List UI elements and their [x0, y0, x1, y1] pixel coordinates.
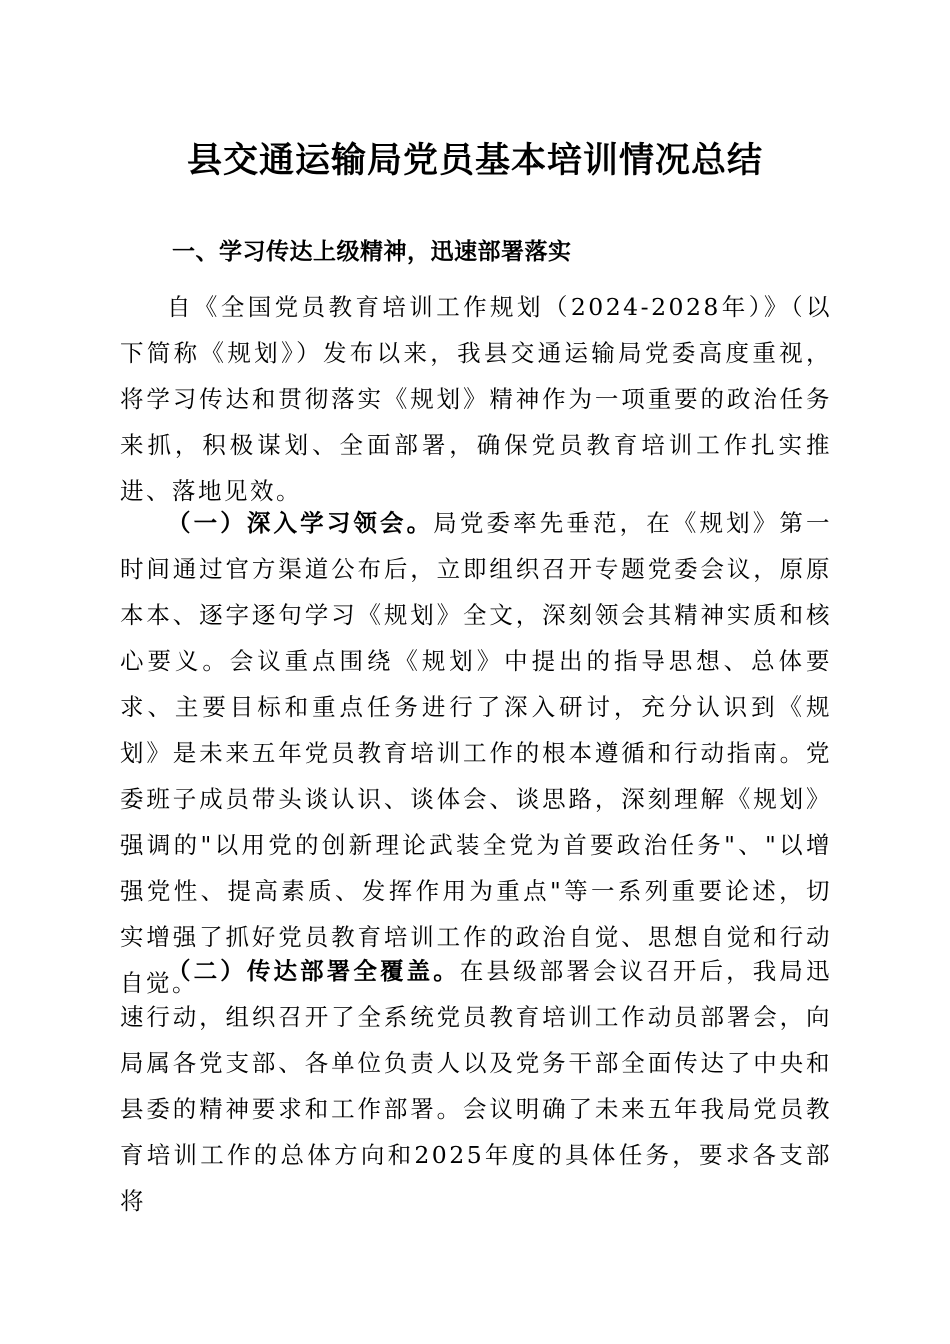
item-1-lead: （一）深入学习领会。 — [167, 509, 434, 537]
intro-paragraph: 自《全国党员教育培训工作规划（2024-2028年）》（以下简称《规划》）发布以来，我县交通运输局党委高度重视，将学习传达和贯彻落实《规划》精神作为一项重要的政治任务来抓，积极谋划、全面部署，确保党员教育培训工作扎实推进、落地见效。 — [120, 293, 832, 505]
section-heading: 一、学习传达上级精神，迅速部署落实 — [172, 239, 572, 265]
item-1-body: 局党委率先垂范，在《规划》第一时间通过官方渠道公布后，立即组织召开专题党委会议，原原本本、逐字逐句学习《规划》全文，深刻领会其精神实质和核心要义。会议重点围绕《规划》中提出的指导思想、总体要求、主要目标和重点任务进行了深入研讨，充分认识到《规划》是未来五年党员教育培训工作的根本遵循和行动指南。党委班子成员带头谈认识、谈体会、谈思路，深刻理解《规划》强调的"以用党的创新理论武装全党为首要政治任务"、"以增强党性、提高素质、发挥作用为重点"等一系列重要论述，切实增强了抓好党员教育培训工作的政治自觉、思想自觉和行动自觉。 — [120, 509, 832, 997]
item-2-lead: （二）传达部署全覆盖。 — [167, 957, 460, 985]
paragraph-item-2 — [120, 948, 832, 1224]
item-2-body: 在县级部署会议召开后，我局迅速行动，组织召开了全系统党员教育培训工作动员部署会，向局属各党支部、各单位负责人以及党务干部全面传达了中央和县委的精神要求和工作部署。会议明确了未来五年我局党员教育培训工作的总体方向和2025年度的具体任务，要求各支部将 — [120, 957, 832, 1215]
document-title: 县交通运输局党员基本培训情况总结 — [186, 140, 763, 181]
paragraph-item-1 — [120, 500, 832, 1006]
